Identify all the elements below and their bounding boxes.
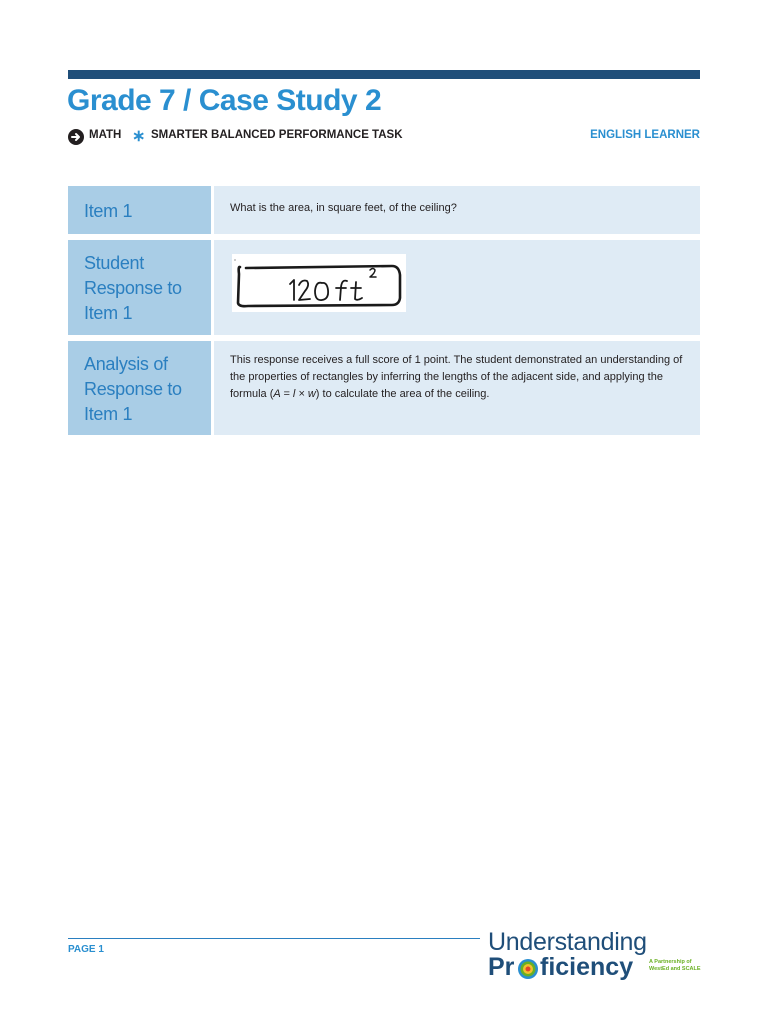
analysis-label: Analysis of Response to Item 1: [68, 341, 211, 435]
asterisk-icon: ∗: [132, 128, 146, 145]
analysis-text-after: ) to calculate the area of the ceiling.: [315, 388, 490, 400]
footer-rule: [68, 938, 480, 939]
item-label: Item 1: [68, 186, 211, 234]
subject-label: MATH: [89, 129, 122, 141]
page-number: PAGE 1: [68, 944, 104, 955]
analysis-text-before: This response receives a full score of 1 point. The student demonstrated an understanding of the properties of rectangles by inferring the lengths of the adjacent side, and applying the formula (: [230, 354, 683, 400]
header-rule: [68, 70, 700, 79]
analysis-text: [214, 341, 700, 435]
logo-wordmark-rest: ficiency: [540, 953, 634, 981]
student-handwriting-image: [232, 254, 406, 312]
logo-wordmark-pr: Pr: [488, 953, 515, 981]
arrow-circle-icon: [68, 129, 84, 145]
area-formula: A = l × w: [273, 388, 316, 400]
logo-wordmark-bottom: [488, 953, 648, 985]
student-response-cell: [214, 240, 700, 335]
logo-tagline: A Partnership of WestEd and SCALE: [649, 959, 701, 972]
category-label: ENGLISH LEARNER: [590, 129, 700, 141]
analysis-row: [68, 341, 700, 435]
student-response-label: Student Response to Item 1: [68, 240, 211, 335]
item-row: [68, 186, 700, 234]
understanding-proficiency-logo: [488, 928, 702, 988]
logo-wordmark-top: Understanding: [488, 928, 647, 956]
page-title: Grade 7 / Case Study 2: [67, 84, 382, 117]
item-question: What is the area, in square feet, of the ceiling?: [214, 186, 700, 234]
subheader: [68, 128, 700, 146]
target-icon: [517, 958, 539, 980]
student-response-row: [68, 240, 700, 335]
task-label: SMARTER BALANCED PERFORMANCE TASK: [151, 129, 403, 141]
